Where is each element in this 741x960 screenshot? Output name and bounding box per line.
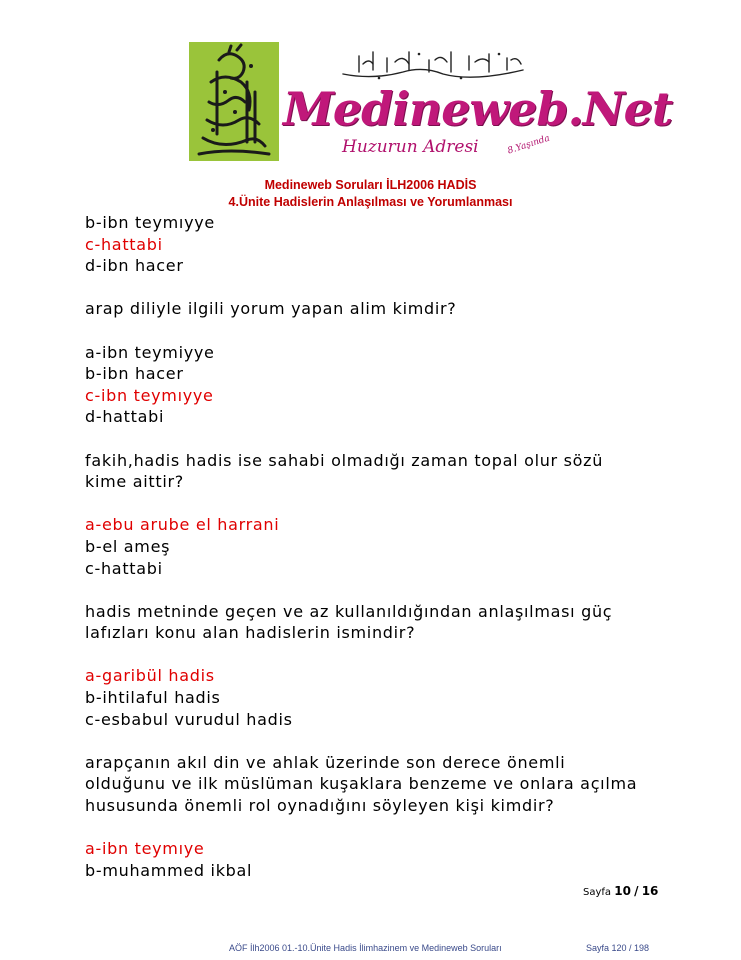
text-line: kime aittir? xyxy=(85,472,184,492)
question-list xyxy=(85,212,685,881)
correct-answer-line: c-ibn teymıyye xyxy=(85,385,214,405)
text-line: a-ibn teymiyye xyxy=(85,342,215,362)
text-line: hadis metninde geçen ve az kullanıldığından anlaşılması güç xyxy=(85,601,613,621)
text-line: fakih,hadis hadis ise sahabi olmadığı zaman topal olur sözü xyxy=(85,450,604,470)
text-line: b-el ameş xyxy=(85,536,171,556)
blank-line xyxy=(85,428,685,450)
text-line: c-esbabul vurudul hadis xyxy=(85,709,293,729)
anniversary-badge: 8.Yaşında xyxy=(506,133,552,157)
text-line: hususunda önemli rol oynadığını söyleyen kişi kimdir? xyxy=(85,796,555,816)
correct-answer-line: a-garibül hadis xyxy=(85,666,215,686)
text-line: c-hattabi xyxy=(85,558,163,578)
page-current: 10 xyxy=(614,884,631,898)
text-line: lafızları konu alan hadislerin ismindir? xyxy=(85,623,416,643)
text-line: b-ibn teymıyye xyxy=(85,213,215,232)
basmala-calligraphy-icon xyxy=(339,48,529,82)
text-line: arap diliyle ilgili yorum yapan alim kimdir? xyxy=(85,299,457,319)
page-separator: / xyxy=(634,884,639,898)
correct-answer-line: c-hattabi xyxy=(85,234,163,254)
text-line: b-ibn hacer xyxy=(85,364,184,384)
correct-answer-line: a-ibn teymıye xyxy=(85,839,205,859)
brand-tagline: Huzurun Adresi xyxy=(342,137,479,157)
blank-line xyxy=(85,493,685,515)
calligraphy-figure-icon xyxy=(189,42,279,161)
correct-answer-line: a-ebu arube el harrani xyxy=(85,515,280,535)
text-line: d-hattabi xyxy=(85,407,165,427)
page-indicator xyxy=(583,884,658,898)
footer-page: Sayfa 120 / 198 xyxy=(586,943,650,953)
blank-line xyxy=(85,277,685,299)
brand-name: Medineweb.Net xyxy=(283,82,673,136)
blank-line xyxy=(85,320,685,342)
page-label: Sayfa xyxy=(583,887,612,898)
text-line: b-muhammed ikbal xyxy=(85,860,253,880)
text-line: d-ibn hacer xyxy=(85,256,184,276)
page-total: 16 xyxy=(641,884,659,898)
blank-line xyxy=(85,644,685,666)
blank-line xyxy=(85,730,685,752)
blank-line xyxy=(85,817,685,839)
document-title: Medineweb Soruları İLH2006 HADİS xyxy=(264,178,477,192)
document-subtitle: 4.Ünite Hadislerin Anlaşılması ve Yorumlanması xyxy=(228,195,513,209)
text-line: b-ihtilaful hadis xyxy=(85,688,221,708)
footer-source: AÖF İlh2006 01.-10.Ünite Hadis İlimhazinem ve Medineweb Soruları xyxy=(229,943,502,953)
blank-line xyxy=(85,579,685,601)
site-logo xyxy=(189,42,673,164)
text-line: arapçanın akıl din ve ahlak üzerinde son derece önemli xyxy=(85,752,566,772)
text-line: olduğunu ve ilk müslüman kuşaklara benzeme ve onlara açılma xyxy=(85,774,638,794)
